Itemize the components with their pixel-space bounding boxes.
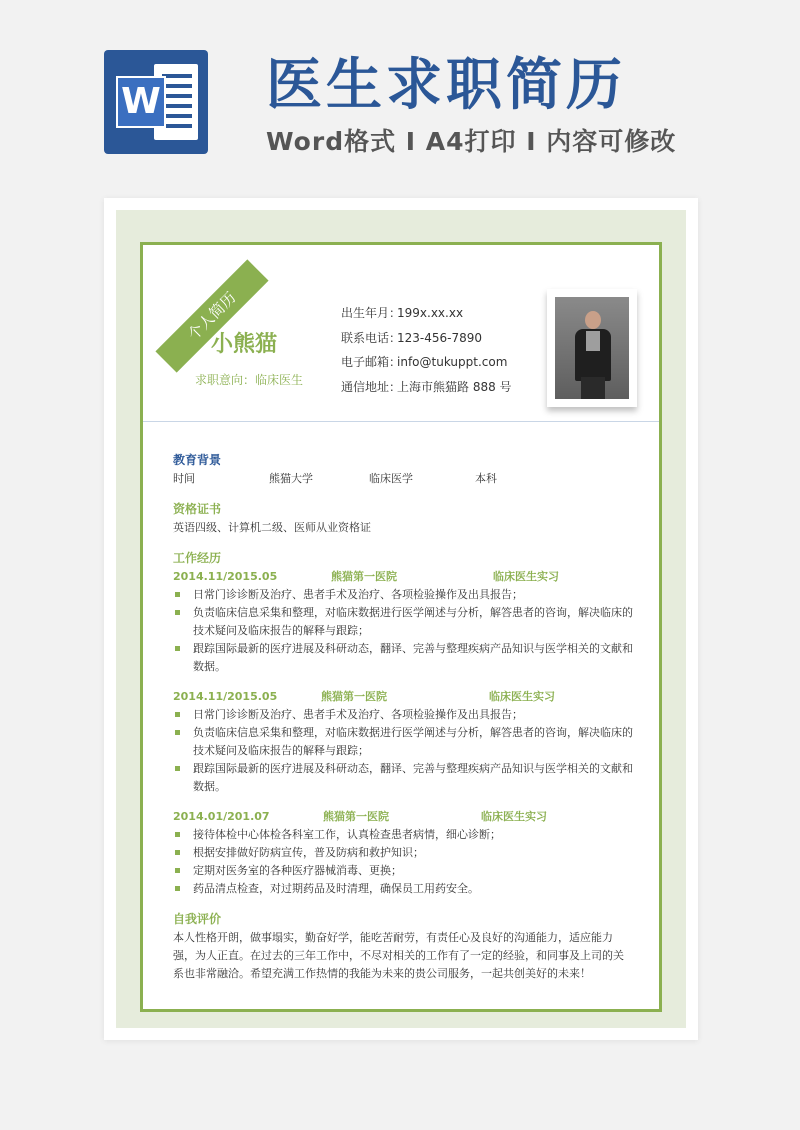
section-title-certificates: 资格证书 <box>173 502 222 516</box>
person-photo-icon <box>555 297 629 399</box>
job-duties <box>173 586 633 676</box>
resume-paper <box>104 198 698 1040</box>
header-divider <box>143 421 659 422</box>
education-row: 时间 熊猫大学 临床医学 本科 <box>173 472 497 485</box>
profile-photo <box>547 289 637 407</box>
job-duties <box>173 706 633 796</box>
resume-frame <box>140 242 662 1012</box>
list-item: 药品清点检查，对过期药品及时清理，确保员工用药安全。 <box>173 880 633 898</box>
list-item: 跟踪国际最新的医疗进展及科研动态，翻译、完善与整理疾病产品知识与医学相关的文献和数据。 <box>173 640 633 676</box>
list-item: 日常门诊诊断及治疗、患者手术及治疗、各项检验操作及出具报告； <box>173 586 633 604</box>
section-title-self-eval: 自我评价 <box>173 912 222 926</box>
candidate-name: 小熊猫 <box>211 332 278 357</box>
resume-ribbon: 个人简历 <box>155 259 268 372</box>
list-item: 负责临床信息采集和整理，对临床数据进行医学阐述与分析，解答患者的咨询，解决临床的技术疑问及临床报告的解释与跟踪； <box>173 604 633 640</box>
self-eval-text: 本人性格开朗，做事塌实，勤奋好学，能吃苦耐劳，有责任心及良好的沟通能力，适应能力强，为人正直。在过去的三年工作中，不尽对相关的工作有了一定的经验，和同事及上司的关系也非常融洽。希望充满工作热情的我能为未来的贵公司服务，一起共创美好的未来！ <box>173 931 624 980</box>
job-intent: 求职意向：临床医生 <box>195 373 304 387</box>
list-item: 定期对医务室的各种医疗器械消毒、更换； <box>173 862 633 880</box>
job-header: 2014.11/2015.05 熊猫第一医院 临床医生实习 <box>173 690 555 703</box>
section-title-education: 教育背景 <box>173 453 222 467</box>
list-item: 跟踪国际最新的医疗进展及科研动态，翻译、完善与整理疾病产品知识与医学相关的文献和数据。 <box>173 760 633 796</box>
info-email: 电子邮箱：info@tukuppt.com <box>341 355 508 369</box>
contact-info <box>341 301 512 399</box>
list-item: 负责临床信息采集和整理，对临床数据进行医学阐述与分析，解答患者的咨询，解决临床的技术疑问及临床报告的解释与跟踪； <box>173 724 633 760</box>
resume-panel <box>116 210 686 1028</box>
list-item: 接待体检中心体检各科室工作，认真检查患者病情，细心诊断； <box>173 826 633 844</box>
word-logo-icon <box>104 50 208 154</box>
list-item: 日常门诊诊断及治疗、患者手术及治疗、各项检验操作及出具报告； <box>173 706 633 724</box>
job-duties <box>173 826 633 898</box>
resume-content <box>173 451 633 983</box>
certificates-text: 英语四级、计算机二级、医师从业资格证 <box>173 521 371 534</box>
info-phone: 联系电话：123-456-7890 <box>341 330 483 345</box>
job-header: 2014.11/2015.05 熊猫第一医院 临床医生实习 <box>173 570 559 583</box>
info-address: 通信地址：上海市熊猫路 888 号 <box>341 379 512 394</box>
job-header: 2014.01/201.07 熊猫第一医院 临床医生实习 <box>173 810 547 823</box>
page-title: 医生求职简历 <box>266 53 626 118</box>
list-item: 根据安排做好防病宣传，普及防病和救护知识； <box>173 844 633 862</box>
word-letter: W <box>116 76 166 128</box>
page-subtitle: Word格式 I A4打印 I 内容可修改 <box>266 127 677 156</box>
info-birth: 出生年月：199x.xx.xx <box>341 306 464 320</box>
section-title-work: 工作经历 <box>173 551 222 565</box>
